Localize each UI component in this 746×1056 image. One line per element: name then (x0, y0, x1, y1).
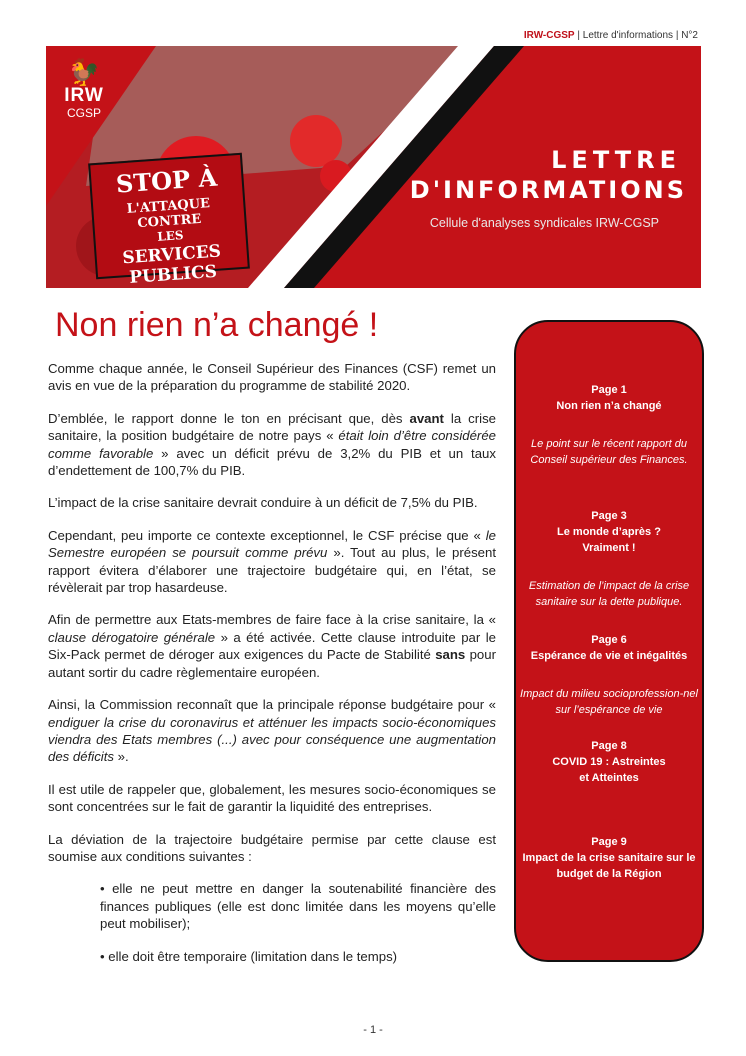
rooster-icon: 🐓 (67, 57, 101, 87)
toc-page-label: Page 9 (591, 836, 627, 848)
paragraph-5: Afin de permettre aux Etats-membres de faire face à la crise sanitaire, la « clause dérogatoire générale » a été activée. Cette clause introduite par le Six-Pack permet de déroger aux exigences du Pacte de Stabilité sans pour autant sortir du cadre règlementaire européen. (48, 612, 496, 680)
toc-item-page-1[interactable] (516, 382, 702, 468)
toc-item-page-9[interactable] (516, 834, 702, 882)
toc-title: Le monde d’après ? Vraiment ! (557, 526, 661, 554)
header-brand: IRW-CGSP (523, 30, 575, 41)
toc-item-page-8[interactable] (516, 738, 702, 786)
article-body (48, 360, 496, 980)
toc-title: Impact de la crise sanitaire sur le budget de la Région (522, 852, 696, 880)
toc-page-label: Page 6 (591, 634, 627, 646)
paragraph-2: D’emblée, le rapport donne le ton en précisant que, dès avant la crise sanitaire, la position budgétaire de notre pays « était loin d’être considérée comme favorable » avec un déficit prévu de 3,2% du PIB et un taux d’endettement de 100,7% du PIB. (48, 410, 497, 479)
logo-text-irw: IRW (64, 85, 104, 106)
toc-description: Le point sur le récent rapport du Conseil supérieur des Finances. (530, 438, 688, 466)
sign-line-1: STOP À (115, 162, 218, 199)
paragraph-1: Comme chaque année, le Conseil Supérieur des Finances (CSF) remet un avis en vue de la préparation du programme de stabilité 2020. (48, 361, 496, 394)
banner-title-line-2: D'INFORMATIONS (409, 176, 687, 204)
toc-description: Impact du milieu socioprofession-nel sur l’espérance de vie (520, 688, 698, 716)
sign-line-4: SERVICES PUBLICS (121, 241, 222, 288)
toc-item-page-6[interactable] (516, 632, 702, 718)
logo-text-cgsp: CGSP (66, 106, 101, 120)
paragraph-7: Il est utile de rappeler que, globalement, les mesures socio-économiques se sont concentrées sur le fait de garantir la liquidité des entreprises. (48, 781, 496, 815)
page-number: - 1 - (363, 1024, 383, 1036)
header-info: | Lettre d'informations | N°2 (577, 30, 698, 41)
table-of-contents (514, 320, 704, 962)
toc-title: Non rien n’a changé (556, 400, 662, 412)
toc-title: Espérance de vie et inégalités (530, 650, 688, 662)
banner-subtitle: Cellule d'analyses syndicales IRW-CGSP (429, 216, 659, 230)
paragraph-3: L’impact de la crise sanitaire devrait conduire à un déficit de 7,5% du PIB. (48, 495, 478, 511)
paragraph-6: Ainsi, la Commission reconnaît que la principale réponse budgétaire pour « endiguer la crise du coronavirus et atténuer les impacts socio-économiques viendra des Etats membres (...) avec pour conséquence une augmentation des déficits ». (48, 697, 496, 765)
bullet-1: • elle ne peut mettre en danger la soutenabilité financière des finances publiques (elle est donc limitée dans les moyens qu’elle peut mobiliser); (100, 881, 496, 932)
toc-description: Estimation de l’impact de la crise sanitaire sur la dette publique. (528, 580, 690, 608)
toc-page-label: Page 1 (591, 384, 627, 396)
article-title: Non rien n’a changé ! (55, 306, 379, 344)
protest-sign (88, 153, 250, 288)
paragraph-4: Cependant, peu importe ce contexte exceptionnel, le CSF précise que « le Semestre européen se poursuit comme prévu ». Tout au plus, le présent rapport évitera d’élaborer une trajectoire budgétaire qui, en l’état, se révèlerait par trop hasardeuse. (48, 527, 496, 596)
bullet-2: • elle doit être temporaire (limitation dans le temps) (100, 948, 398, 964)
sign-line-2: L'ATTAQUE CONTRE (126, 196, 211, 232)
banner-title-line-1: LETTRE (551, 146, 681, 174)
header-line (524, 30, 698, 41)
toc-title: COVID 19 : Astreintes et Atteintes (552, 756, 666, 784)
toc-page-label: Page 8 (591, 740, 627, 752)
toc-item-page-3[interactable] (516, 508, 702, 610)
banner (46, 46, 701, 288)
irw-cgsp-logo (54, 58, 114, 120)
paragraph-8: La déviation de la trajectoire budgétaire permise par cette clause est soumise aux conditions suivantes : (48, 831, 496, 864)
sign-line-3: LES (156, 228, 184, 244)
toc-page-label: Page 3 (591, 510, 627, 522)
